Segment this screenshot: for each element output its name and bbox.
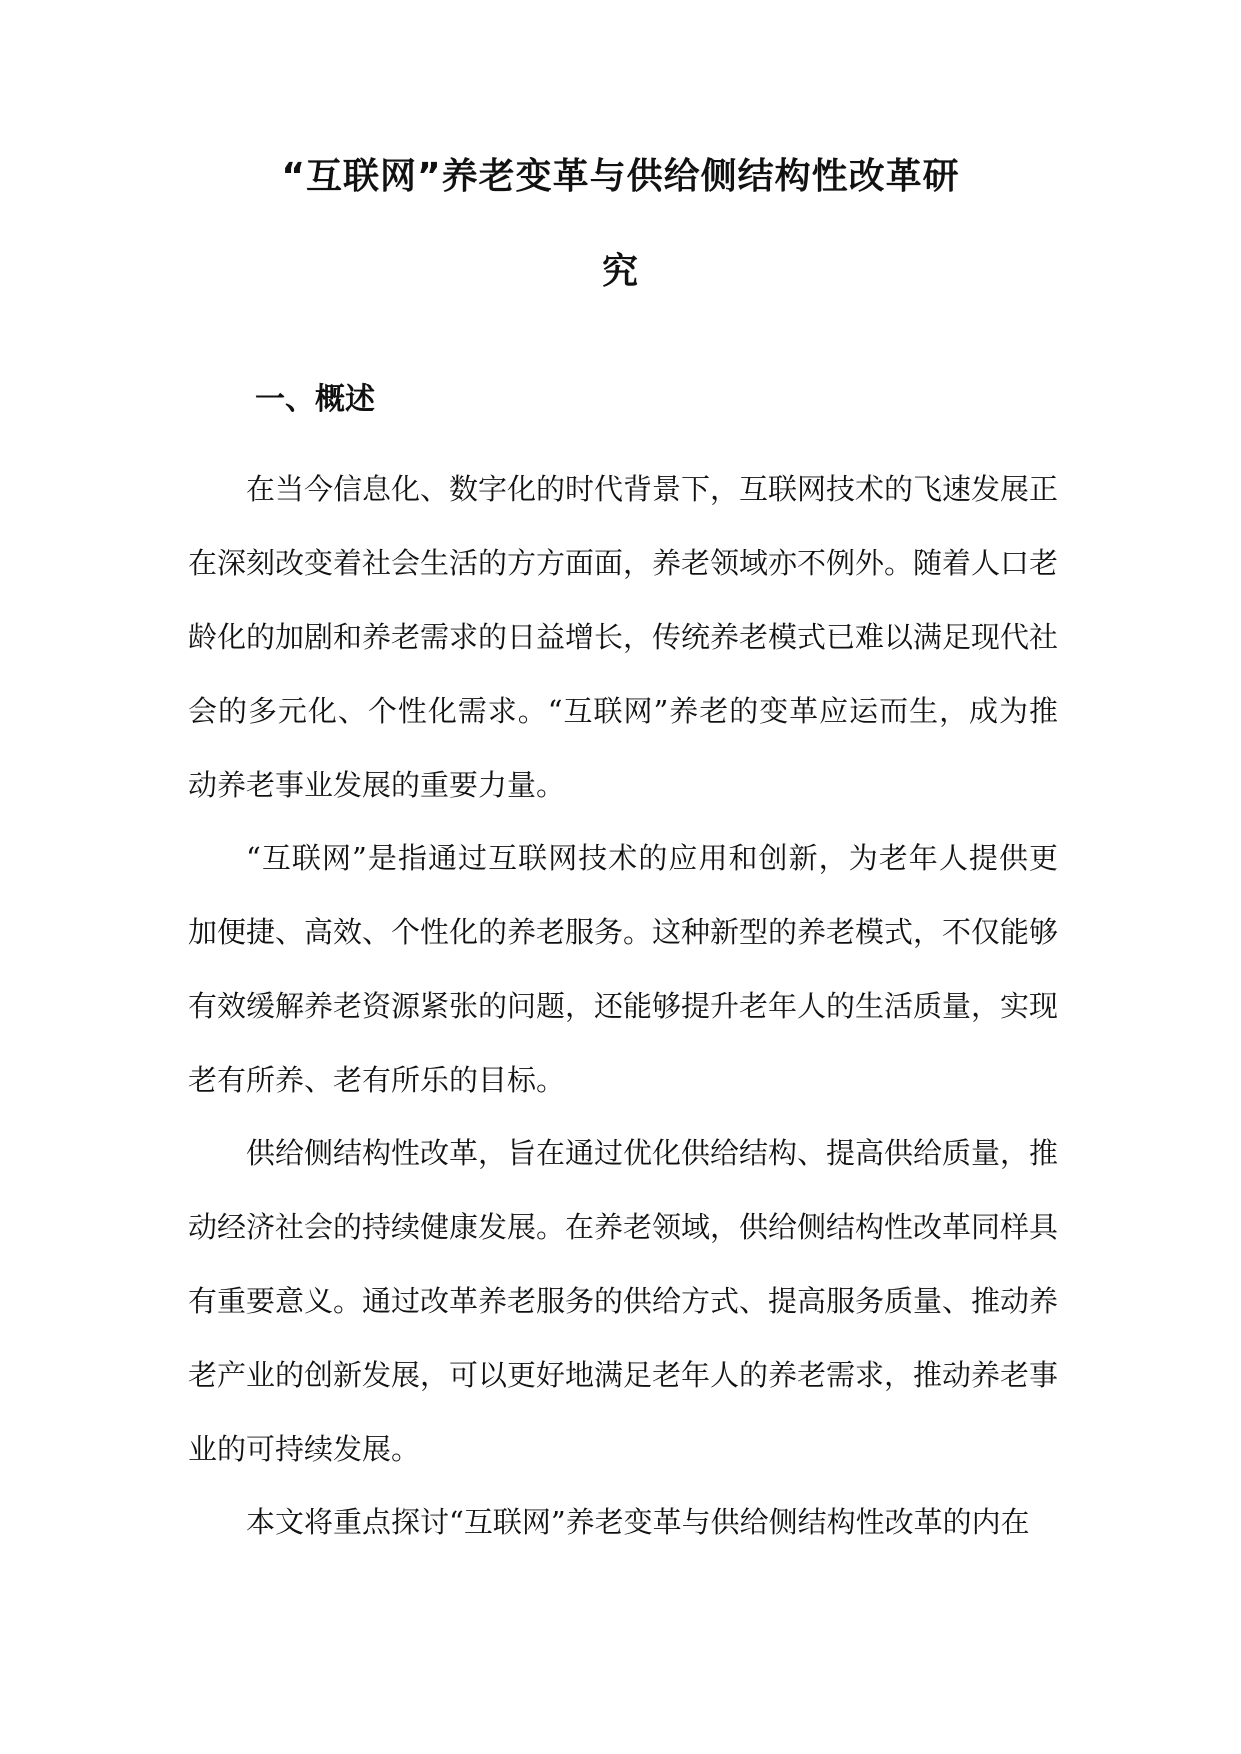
paragraph-2: “互联网”是指通过互联网技术的应用和创新，为老年人提供更加便捷、高效、个性化的养老服务。这种新型的养老模式，不仅能够有效缓解养老资源紧张的问题，还能够提升老年人的生活质量，实现老有所养、老有所乐的目标。 (188, 841, 1059, 1097)
paragraph-3: 供给侧结构性改革，旨在通过优化供给结构、提高供给质量，推动经济社会的持续健康发展。在养老领域，供给侧结构性改革同样具有重要意义。通过改革养老服务的供给方式、提高服务质量、推动养老产业的创新发展，可以更好地满足老年人的养老需求，推动养老事业的可持续发展。 (188, 1136, 1059, 1466)
document-title-line-2: 究 (601, 251, 639, 292)
paragraph-1: 在当今信息化、数字化的时代背景下，互联网技术的飞速发展正在深刻改变着社会生活的方方面面，养老领域亦不例外。随着人口老龄化的加剧和养老需求的日益增长，传统养老模式已难以满足现代社会的多元化、个性化需求。“互联网”养老的变革应运而生，成为推动养老事业发展的重要力量。 (188, 472, 1059, 802)
document-title-line-1: “互联网”养老变革与供给侧结构性改革研 (281, 156, 960, 197)
paragraph-4: 本文将重点探讨“互联网”养老变革与供给侧结构性改革的内在 (246, 1505, 1030, 1539)
section-heading: 一、概述 (255, 382, 375, 417)
